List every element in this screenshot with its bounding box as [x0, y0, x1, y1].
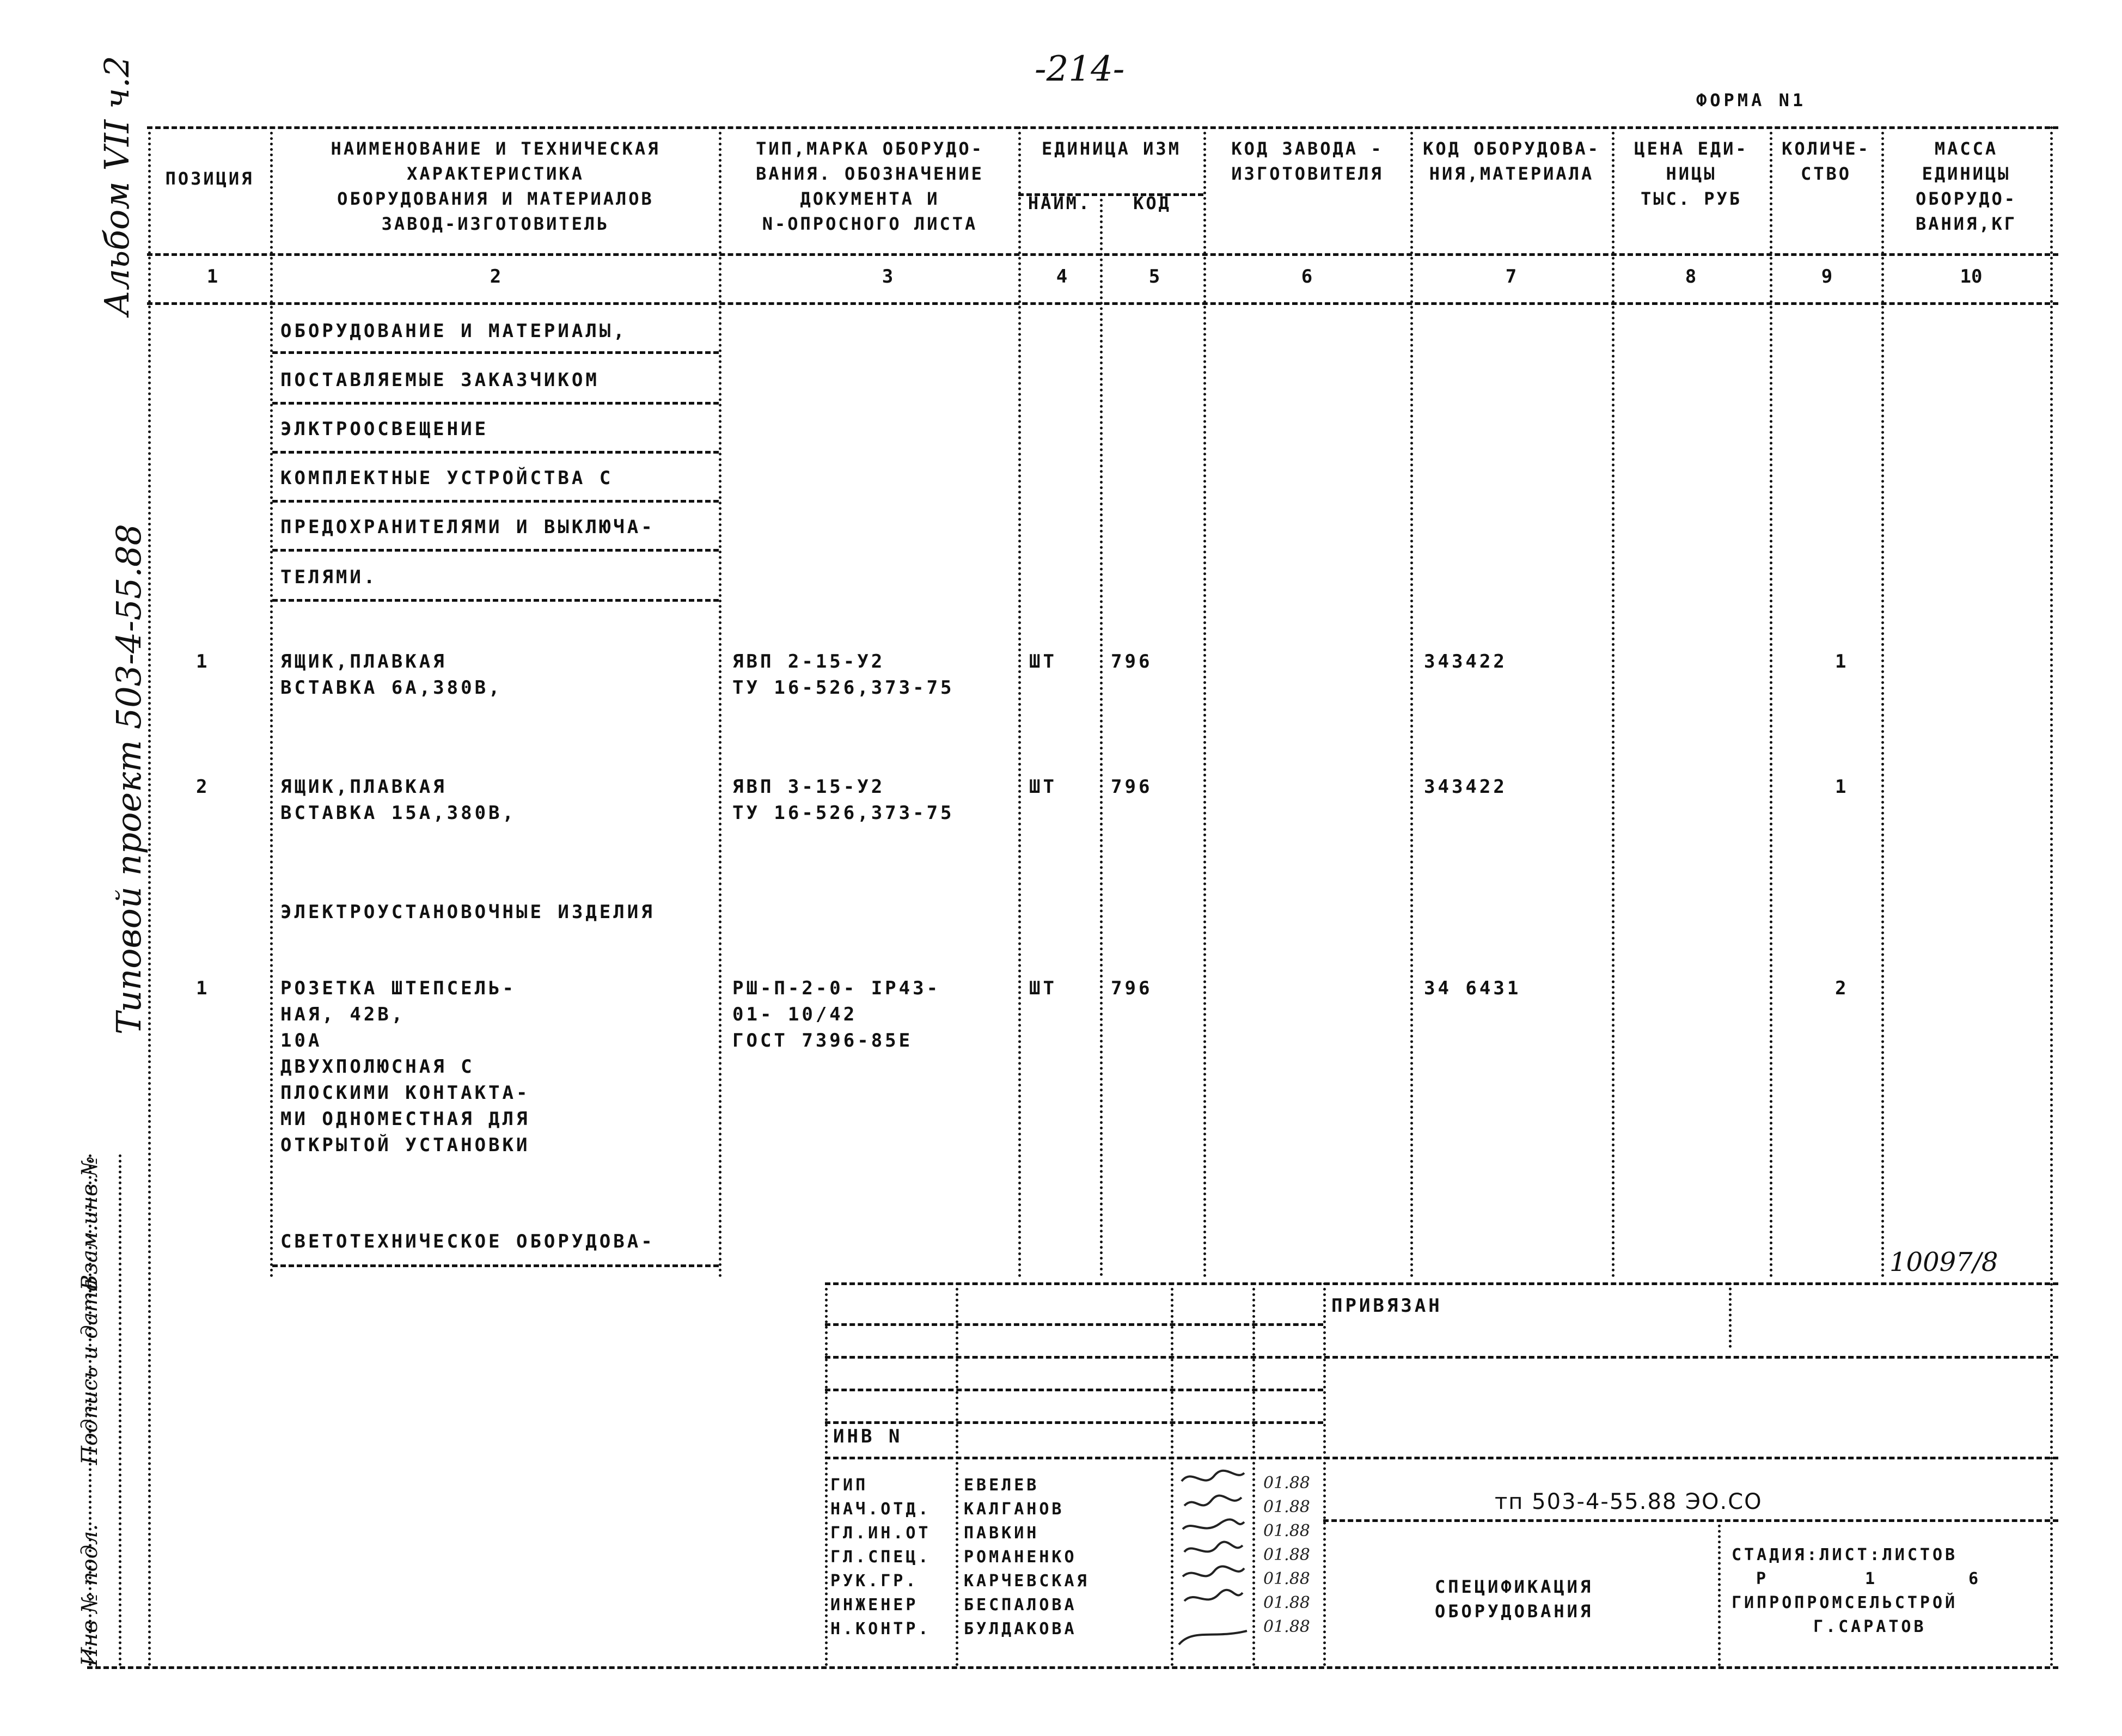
stamp-left	[825, 1282, 828, 1666]
stamp-h2	[825, 1356, 2058, 1359]
row1-type-2: ТУ 16-526,373-75	[732, 677, 955, 699]
stamp-h4	[825, 1421, 1323, 1424]
col-sep-8	[1770, 126, 1772, 1278]
hdr-col7: КОД ОБОРУДОВА- НИЯ,МАТЕРИАЛА	[1423, 138, 1600, 184]
colnum-8: 8	[1685, 266, 1697, 288]
hdr-col5: КОД	[1133, 193, 1171, 213]
row1-name-1: ЯЩИК,ПЛАВКАЯ	[280, 651, 447, 673]
left-frame-inner	[119, 1154, 121, 1666]
col-sep-0	[148, 126, 151, 1667]
colnum-6: 6	[1301, 266, 1313, 288]
stamp-h6	[1323, 1519, 2058, 1522]
stamp-v6	[1718, 1519, 1721, 1666]
section-rule-2	[272, 402, 719, 405]
frame-bottom	[87, 1666, 2058, 1669]
stamp-v4	[1323, 1282, 1326, 1666]
name-1: ЕВЕЛЕВ	[964, 1476, 1039, 1495]
sheet-value: 1	[1865, 1569, 1878, 1588]
stamp-h1	[825, 1323, 1323, 1326]
row3-name-7: ОТКРЫТОЙ УСТАНОВКИ	[280, 1134, 530, 1156]
role-2: НАЧ.ОТД.	[830, 1500, 931, 1519]
role-4: ГЛ.СПЕЦ.	[830, 1548, 931, 1567]
form-label: ФОРМА N1	[1696, 90, 1807, 111]
role-5: РУК.ГР.	[830, 1572, 919, 1591]
colnum-5: 5	[1148, 266, 1160, 288]
colnum-4: 4	[1056, 266, 1068, 288]
row3-type-1: РШ-П-2-0- IP43-	[732, 977, 941, 999]
row3-name-4: ДВУХПОЛЮСНАЯ С	[280, 1056, 475, 1078]
stage-header: СТАДИЯ:ЛИСТ:ЛИСТОВ	[1732, 1545, 1958, 1564]
col-sep-10	[2050, 126, 2053, 1667]
col-sep-1	[270, 126, 273, 1278]
row2-type-1: ЯВП 3-15-У2	[732, 776, 885, 798]
row2-mat: 343422	[1424, 776, 1507, 798]
section-line-3: ЭЛКТРООСВЕЩЕНИЕ	[280, 418, 489, 440]
handwritten-mark: 10097/8	[1889, 1247, 1998, 1277]
row3-name-1: РОЗЕТКА ШТЕПСЕЛЬ-	[280, 977, 516, 999]
hdr-col9: КОЛИЧЕ- СТВО	[1782, 138, 1870, 184]
stage-value: Р	[1756, 1569, 1769, 1588]
name-2: КАЛГАНОВ	[964, 1500, 1065, 1519]
col-sep-7	[1612, 126, 1615, 1278]
row3-name-5: ПЛОСКИМИ КОНТАКТА-	[280, 1082, 530, 1104]
row1-pos: 1	[196, 651, 210, 673]
row3-unit: ШТ	[1029, 977, 1057, 999]
section-line-5: ПРЕДОХРАНИТЕЛЯМИ И ВЫКЛЮЧА-	[280, 516, 655, 538]
hdr-col2: НАИМЕНОВАНИЕ И ТЕХНИЧЕСКАЯ ХАРАКТЕРИСТИКА ОБОРУДОВАНИЯ И МАТЕРИАЛОВ ЗАВОД-ИЗГОТОВИТЕЛЬ	[331, 138, 661, 234]
hdr-col3: ТИП,МАРКА ОБОРУДО- ВАНИЯ. ОБОЗНАЧЕНИЕ ДОКУМЕНТА И N-ОПРОСНОГО ЛИСТА	[756, 138, 984, 234]
date-6: 01.88	[1263, 1593, 1310, 1612]
stamp-v3	[1252, 1282, 1255, 1666]
row3-name-3: 10А	[280, 1030, 322, 1052]
name-5: КАРЧЕВСКАЯ	[964, 1572, 1090, 1591]
row3-code: 796	[1111, 977, 1153, 999]
hdr-col8: ЦЕНА ЕДИ- НИЦЫ ТЫС. РУБ	[1634, 138, 1748, 209]
section-electro: ЭЛЕКТРОУСТАНОВОЧНЫЕ ИЗДЕЛИЯ	[280, 901, 655, 923]
row3-qty: 2	[1835, 977, 1849, 999]
row1-type-1: ЯВП 2-15-У2	[732, 651, 885, 673]
section-rule-4	[272, 500, 719, 503]
col-sep-6	[1410, 126, 1413, 1278]
colnum-3: 3	[882, 266, 894, 288]
org-name: ГИПРОПРОМСЕЛЬСТРОЙ	[1732, 1593, 1958, 1612]
row3-pos: 1	[196, 977, 210, 999]
row1-code: 796	[1111, 651, 1153, 673]
section-line-2: ПОСТАВЛЯЕМЫЕ ЗАКАЗЧИКОМ	[280, 369, 600, 391]
row2-qty: 1	[1835, 776, 1849, 798]
col-sep-3	[1018, 126, 1021, 1278]
colnum-1: 1	[206, 266, 218, 288]
section-rule-3	[272, 451, 719, 454]
section-light-rule	[272, 1264, 719, 1267]
stamp-label-sign: Подпись и дата	[77, 1278, 102, 1465]
date-2: 01.88	[1263, 1497, 1310, 1517]
name-3: ПАВКИН	[964, 1524, 1039, 1543]
doc-title-2: ОБОРУДОВАНИЯ	[1435, 1601, 1594, 1622]
doc-code: тп 503-4-55.88 ЭО.СО	[1495, 1489, 1763, 1514]
hdr-col1: ПОЗИЦИЯ	[165, 168, 254, 189]
row2-type-2: ТУ 16-526,373-75	[732, 802, 955, 824]
section-rule-1	[272, 351, 719, 354]
role-1: ГИП	[830, 1476, 869, 1495]
stamp-h5	[825, 1457, 2058, 1459]
colnum-10: 10	[1960, 266, 1983, 288]
col-sep-9	[1881, 126, 1884, 1278]
row2-name-2: ВСТАВКА 15А,380В,	[280, 802, 516, 824]
row1-qty: 1	[1835, 651, 1849, 673]
name-7: БУЛДАКОВА	[964, 1619, 1077, 1639]
hdr-col6: КОД ЗАВОДА - ИЗГОТОВИТЕЛЯ	[1231, 138, 1384, 184]
signatures-drawing	[1176, 1465, 1252, 1666]
col-sep-2	[719, 126, 721, 1278]
date-7: 01.88	[1263, 1617, 1310, 1636]
row2-unit: ШТ	[1029, 776, 1057, 798]
row3-type-3: ГОСТ 7396-85Е	[732, 1030, 913, 1052]
inv-label: ИНВ N	[833, 1426, 903, 1447]
row1-mat: 343422	[1424, 651, 1507, 673]
row2-pos: 2	[196, 776, 210, 798]
colnum-2: 2	[490, 266, 502, 288]
project-label: Типовой проект 503-4-55.88	[109, 524, 149, 1035]
row1-unit: ШТ	[1029, 651, 1057, 673]
stamp-h3	[825, 1389, 1323, 1391]
stamp-v5	[1729, 1282, 1732, 1348]
date-5: 01.88	[1263, 1569, 1310, 1588]
privyazan-label: ПРИВЯЗАН	[1331, 1295, 1442, 1317]
col-sep-5	[1203, 126, 1206, 1278]
date-3: 01.88	[1263, 1521, 1310, 1541]
section-rule-5	[272, 549, 719, 552]
section-line-4: КОМПЛЕКТНЫЕ УСТРОЙСТВА С	[280, 467, 614, 489]
sheets-value: 6	[1968, 1569, 1982, 1588]
col-sep-4	[1100, 193, 1103, 1277]
hdr-col45: ЕДИНИЦА ИЗМ	[1042, 138, 1181, 159]
album-label: Альбом VII ч.2	[97, 56, 137, 316]
role-7: Н.КОНТР.	[830, 1619, 931, 1639]
hdr-col4: НАИМ.	[1028, 193, 1092, 213]
row3-mat: 34 6431	[1424, 977, 1521, 999]
section-line-1: ОБОРУДОВАНИЕ И МАТЕРИАЛЫ,	[280, 320, 627, 342]
role-6: ИНЖЕНЕР	[830, 1596, 919, 1615]
left-frame-outer	[89, 1154, 91, 1666]
row1-name-2: ВСТАВКА 6А,380В,	[280, 677, 503, 699]
date-1: 01.88	[1263, 1474, 1310, 1493]
hdr-col10: МАССА ЕДИНИЦЫ ОБОРУДО- ВАНИЯ,КГ	[1915, 138, 2017, 234]
colnum-7: 7	[1505, 266, 1517, 288]
org-city: Г.САРАТОВ	[1813, 1617, 1927, 1636]
row2-code: 796	[1111, 776, 1153, 798]
colnum-9: 9	[1821, 266, 1833, 288]
row3-name-2: НАЯ, 42В,	[280, 1004, 406, 1025]
date-4: 01.88	[1263, 1545, 1310, 1564]
section-line-6: ТЕЛЯМИ.	[280, 566, 378, 588]
doc-title-1: СПЕЦИФИКАЦИЯ	[1435, 1576, 1594, 1597]
stamp-v1	[956, 1282, 958, 1666]
row2-name-1: ЯЩИК,ПЛАВКАЯ	[280, 776, 447, 798]
page-number: -214-	[1035, 49, 1125, 89]
section-rule-6	[272, 599, 719, 602]
role-3: ГЛ.ИН.ОТ	[830, 1524, 931, 1543]
stamp-label-vzam: Взам.инв.№	[77, 1156, 102, 1291]
row3-type-2: 01- 10/42	[732, 1004, 858, 1025]
name-6: БЕСПАЛОВА	[964, 1596, 1077, 1615]
section-light: СВЕТОТЕХНИЧЕСКОЕ ОБОРУДОВА-	[280, 1231, 655, 1252]
row3-name-6: МИ ОДНОМЕСТНАЯ ДЛЯ	[280, 1108, 530, 1130]
name-4: РОМАНЕНКО	[964, 1548, 1077, 1567]
stamp-label-inv: Инв № подл.	[77, 1524, 102, 1666]
stamp-top	[825, 1282, 2058, 1285]
stamp-v2	[1171, 1282, 1173, 1666]
